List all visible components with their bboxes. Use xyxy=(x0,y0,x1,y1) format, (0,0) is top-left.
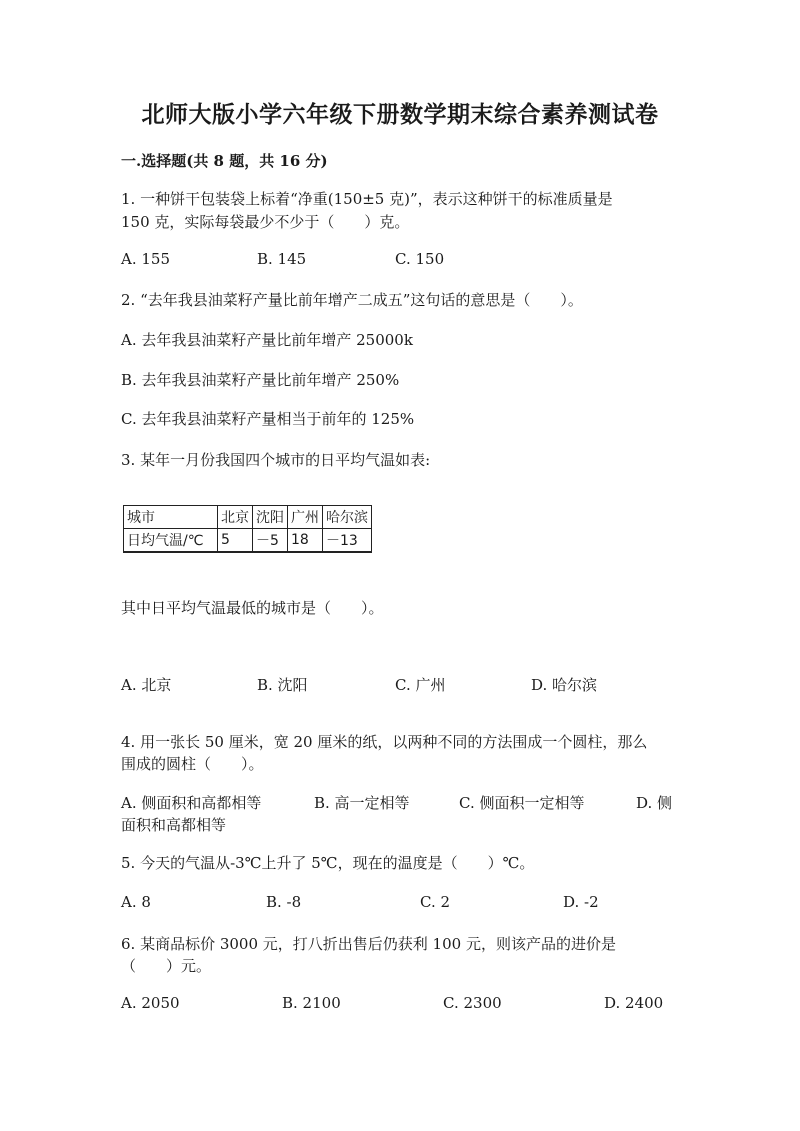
question-2-option-a[interactable]: A. 去年我县油菜籽产量比前年增产 25000k xyxy=(121,331,413,349)
question-4-option-a[interactable]: A. 侧面积和高都相等 xyxy=(121,794,262,812)
question-4-line-1: 4. 用一张长 50 厘米，宽 20 厘米的纸，以两种不同的方法围成一个圆柱，那么 xyxy=(121,733,648,751)
table-cell: 5 xyxy=(218,529,253,553)
question-6-option-b[interactable]: B. 2100 xyxy=(282,994,341,1012)
question-3-line-1: 3. 某年一月份我国四个城市的日平均气温如表: xyxy=(121,451,431,469)
question-5-line-1: 5. 今天的气温从-3℃上升了 5℃，现在的温度是（ ）℃。 xyxy=(121,854,535,872)
question-1-option-b[interactable]: B. 145 xyxy=(257,250,307,268)
question-2-line-1: 2. “去年我县油菜籽产量比前年增产二成五”这句话的意思是（ ）。 xyxy=(121,291,583,309)
question-1-option-c[interactable]: C. 150 xyxy=(395,250,445,268)
table-cell: 日均气温/℃ xyxy=(124,529,218,553)
table-cell: 北京 xyxy=(218,506,253,529)
question-6-option-a[interactable]: A. 2050 xyxy=(121,994,180,1012)
question-2-option-c[interactable]: C. 去年我县油菜籽产量相当于前年的 125% xyxy=(121,410,415,428)
question-2-option-b[interactable]: B. 去年我县油菜籽产量比前年增产 250% xyxy=(121,371,400,389)
question-3-option-a[interactable]: A. 北京 xyxy=(121,676,172,694)
question-6-line-1: 6. 某商品标价 3000 元，打八折出售后仍获利 100 元，则该产品的进价是 xyxy=(121,935,616,953)
table-cell: 哈尔滨 xyxy=(323,506,372,529)
question-1-line-1: 1. 一种饼干包装袋上标着“净重(150±5 克)”，表示这种饼干的标准质量是 xyxy=(121,190,613,208)
question-1-option-a[interactable]: A. 155 xyxy=(121,250,170,268)
table-cell: －5 xyxy=(253,529,288,553)
table-cell: 沈阳 xyxy=(253,506,288,529)
table-header-row xyxy=(124,506,372,529)
table-cell: 广州 xyxy=(288,506,323,529)
question-5-option-d[interactable]: D. -2 xyxy=(563,893,599,911)
question-1-line-2: 150 克，实际每袋最少不少于（ ）克。 xyxy=(121,213,410,231)
question-3-prompt: 其中日平均气温最低的城市是（ ）。 xyxy=(121,599,384,617)
question-4-option-d[interactable]: D. 侧 xyxy=(636,794,673,812)
question-4-line-2: 围成的圆柱（ ）。 xyxy=(121,755,264,773)
question-4-option-b[interactable]: B. 高一定相等 xyxy=(314,794,410,812)
section-heading: 一.选择题(共 8 题，共 16 分) xyxy=(121,152,328,170)
question-6-option-d[interactable]: D. 2400 xyxy=(604,994,664,1012)
question-6-option-c[interactable]: C. 2300 xyxy=(443,994,502,1012)
table-cell: 18 xyxy=(288,529,323,553)
question-5-option-b[interactable]: B. -8 xyxy=(266,893,302,911)
question-5-option-c[interactable]: C. 2 xyxy=(420,893,451,911)
page-title: 北师大版小学六年级下册数学期末综合素养测试卷 xyxy=(141,101,659,128)
question-4-option-d-wrap[interactable]: 面积和高都相等 xyxy=(121,816,227,834)
question-5-option-a[interactable]: A. 8 xyxy=(121,893,151,911)
temperature-table xyxy=(123,505,372,553)
question-6-line-2: （ ）元。 xyxy=(121,957,212,975)
question-3-option-c[interactable]: C. 广州 xyxy=(395,676,446,694)
table-cell: －13 xyxy=(323,529,372,553)
question-3-option-d[interactable]: D. 哈尔滨 xyxy=(531,676,598,694)
question-3-option-b[interactable]: B. 沈阳 xyxy=(257,676,308,694)
table-row xyxy=(124,529,372,553)
table-cell: 城市 xyxy=(124,506,218,529)
question-4-option-c[interactable]: C. 侧面积一定相等 xyxy=(459,794,585,812)
